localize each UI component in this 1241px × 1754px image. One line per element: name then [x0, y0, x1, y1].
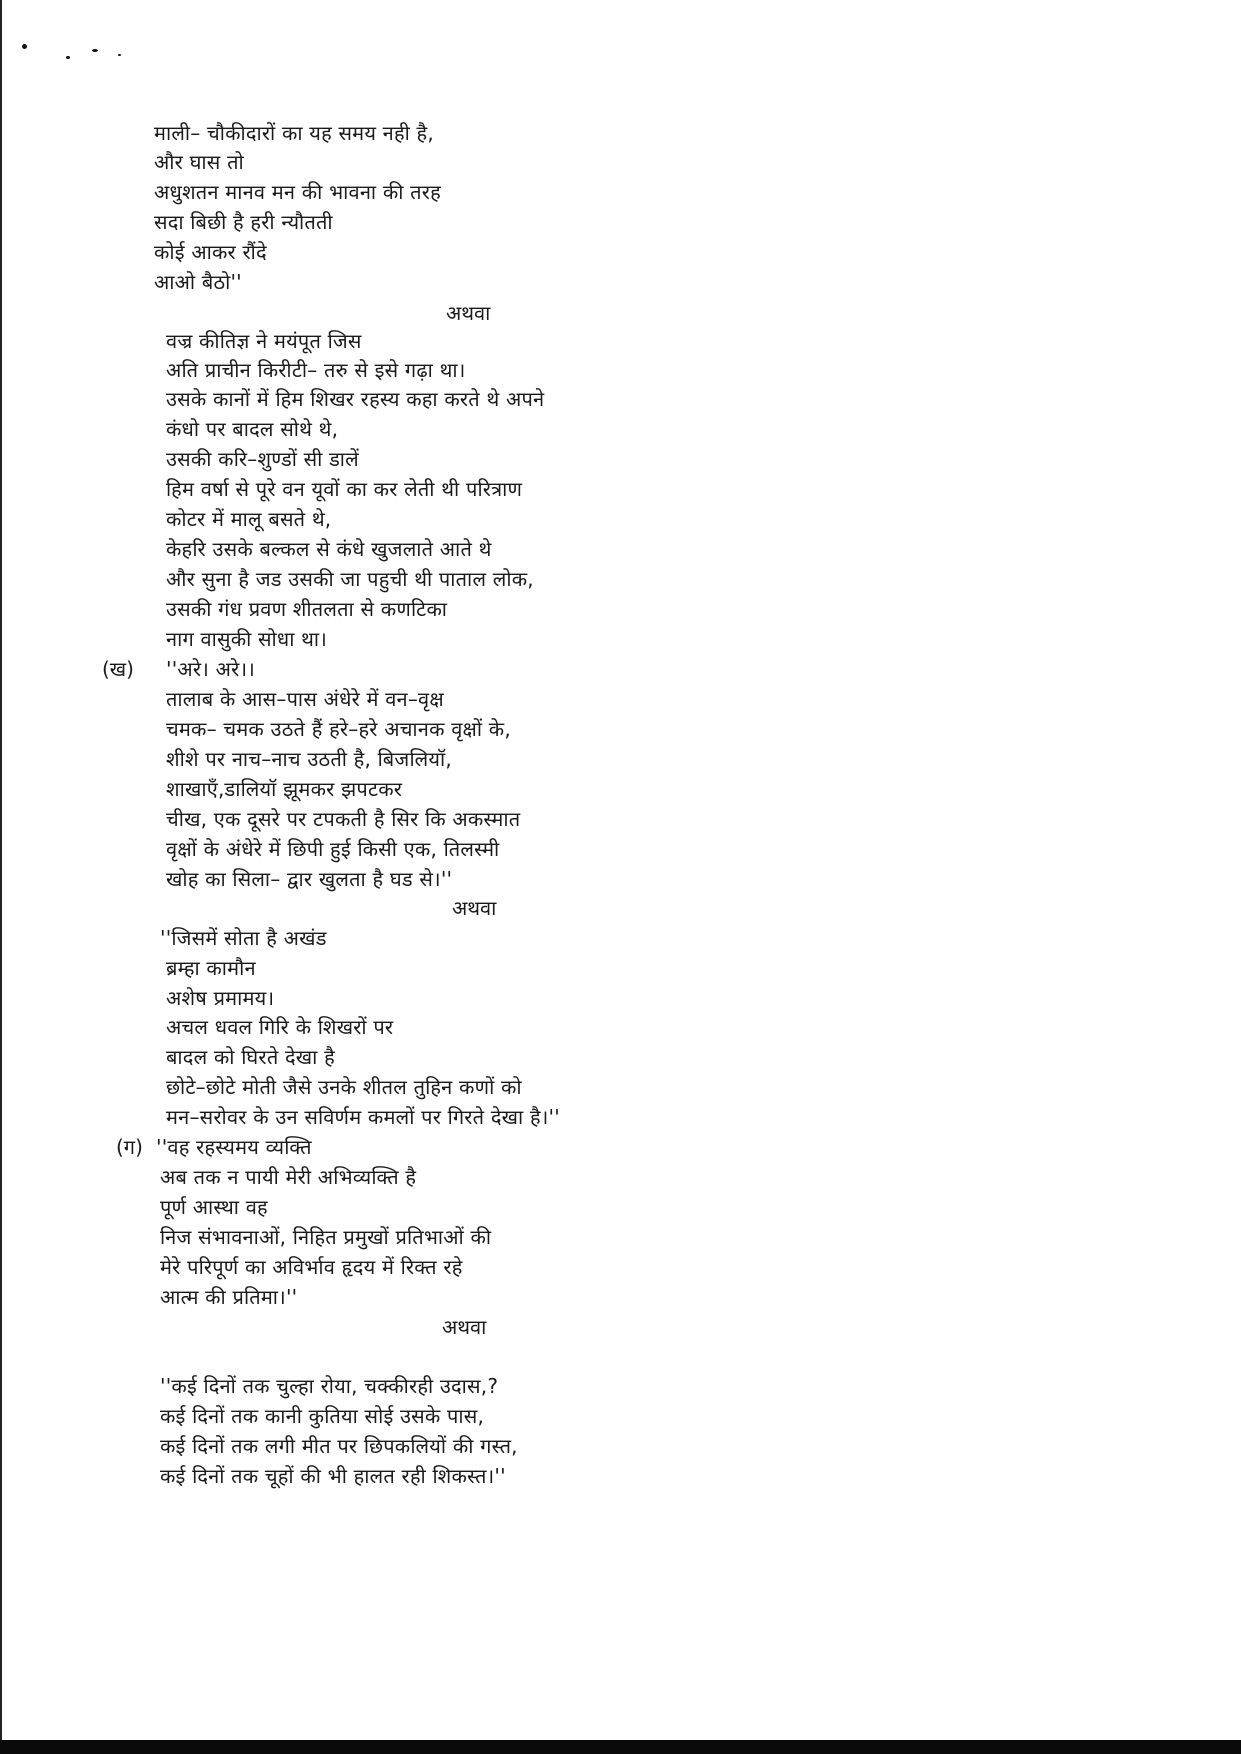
poem-line: ''जिसमें सोता है अखंड [160, 926, 327, 950]
poem-line: पूर्ण आस्था वह [160, 1195, 268, 1219]
poem-line: अचल धवल गिरि के शिखरों पर [166, 1015, 394, 1039]
poem-line: मेरे परिपूर्ण का अविर्भाव हृदय में रिक्त रहे [160, 1255, 463, 1279]
poem-line: अति प्राचीन किरीटी– तरु से इसे गढ़ा था। [166, 358, 466, 382]
poem-line: कई दिनों तक चूहों की भी हालत रही शिकस्त।'' [160, 1464, 506, 1488]
poem-line: और सुना है जड उसकी जा पहुची थी पाताल लोक, [166, 567, 534, 591]
poem-line: बादल को घिरते देखा है [166, 1045, 335, 1069]
section-label-ga: (ग) [116, 1135, 143, 1159]
poem-line: शीशे पर नाच–नाच उठती है, बिजलियॉ, [166, 747, 452, 771]
scan-speck [22, 44, 27, 49]
poem-line: वज्र कीतिज्ञ ने मयंपूत जिस [166, 329, 362, 353]
athva-heading: अथवा [446, 301, 491, 325]
poem-line: ''कई दिनों तक चुल्हा रोया, चक्कीरही उदास,? [160, 1374, 499, 1398]
scan-left-edge [0, 0, 2, 1740]
poem-line: कंधो पर बादल सोथे थे, [166, 417, 339, 441]
poem-line: कई दिनों तक कानी कुतिया सोई उसके पास, [160, 1404, 485, 1428]
poem-line: मन–सरोवर के उन सविर्णम कमलों पर गिरते देखा है।'' [166, 1105, 560, 1129]
scan-speck [118, 54, 121, 56]
poem-line: उसकी गंध प्रवण शीतलता से कणटिका [166, 597, 448, 621]
athva-heading: अथवा [452, 896, 497, 920]
poem-line: नाग वासुकी सोधा था। [166, 627, 328, 651]
poem-line: कोटर में मालू बसते थे, [166, 507, 332, 531]
poem-line: और घास तो [154, 150, 244, 174]
poem-line: अशेष प्रमामय। [166, 986, 275, 1010]
poem-line: चमक– चमक उठते हैं हरे–हरे अचानक वृक्षों के, [166, 717, 511, 741]
poem-line: कोई आकर रौंदे [154, 240, 267, 264]
poem-line: अब तक न पायी मेरी अभिव्यक्ति है [160, 1165, 417, 1189]
poem-line: अधुशतन मानव मन की भावना की तरह [154, 180, 441, 204]
poem-line: उसकी करि–शुण्डों सी डालें [166, 447, 359, 471]
poem-line: खोह का सिला– द्वार खुलता है घड से।'' [166, 867, 453, 891]
poem-line: ब्रम्हा कामौन [166, 956, 256, 980]
poem-line: केहरि उसके बल्कल से कंधे खुजलाते आते थे [166, 537, 492, 561]
scan-speck [66, 56, 70, 59]
poem-line: हिम वर्षा से पूरे वन यूवों का कर लेती थी परित्राण [166, 477, 523, 501]
poem-line: तालाब के आस–पास अंधेरे में वन–वृक्ष [166, 687, 444, 711]
athva-heading: अथवा [442, 1315, 487, 1339]
poem-line: शाखाएँ,डालियॉ झूमकर झपटकर [166, 777, 403, 801]
poem-line: कई दिनों तक लगी मीत पर छिपकलियों की गस्त, [160, 1434, 518, 1458]
poem-line: ''वह रहस्यमय व्यक्ति [156, 1135, 312, 1159]
poem-line: वृक्षों के अंधेरे में छिपी हुई किसी एक, तिलस्मी [166, 837, 500, 861]
poem-line: आओ बैठो'' [154, 270, 242, 294]
poem-line: माली– चौकीदारों का यह समय नही है, [154, 121, 434, 145]
poem-line: सदा बिछी है हरी न्यौतती [154, 210, 333, 234]
poem-line: निज संभावनाओं, निहित प्रमुखों प्रतिभाओं की [160, 1225, 492, 1249]
scan-bottom-edge [0, 1740, 1241, 1754]
poem-line: आत्म की प्रतिमा।'' [160, 1285, 298, 1309]
poem-line: छोटे–छोटे मोती जैसे उनके शीतल तुहिन कणों को [166, 1075, 522, 1099]
section-label-kha: (ख) [102, 657, 134, 681]
poem-line: चीख, एक दूसरे पर टपकती है सिर कि अकस्मात [166, 807, 521, 831]
scan-speck [92, 49, 98, 52]
poem-line: ''अरे। अरे।। [166, 657, 256, 681]
poem-line: उसके कानों में हिम शिखर रहस्य कहा करते थे अपने [166, 387, 545, 411]
